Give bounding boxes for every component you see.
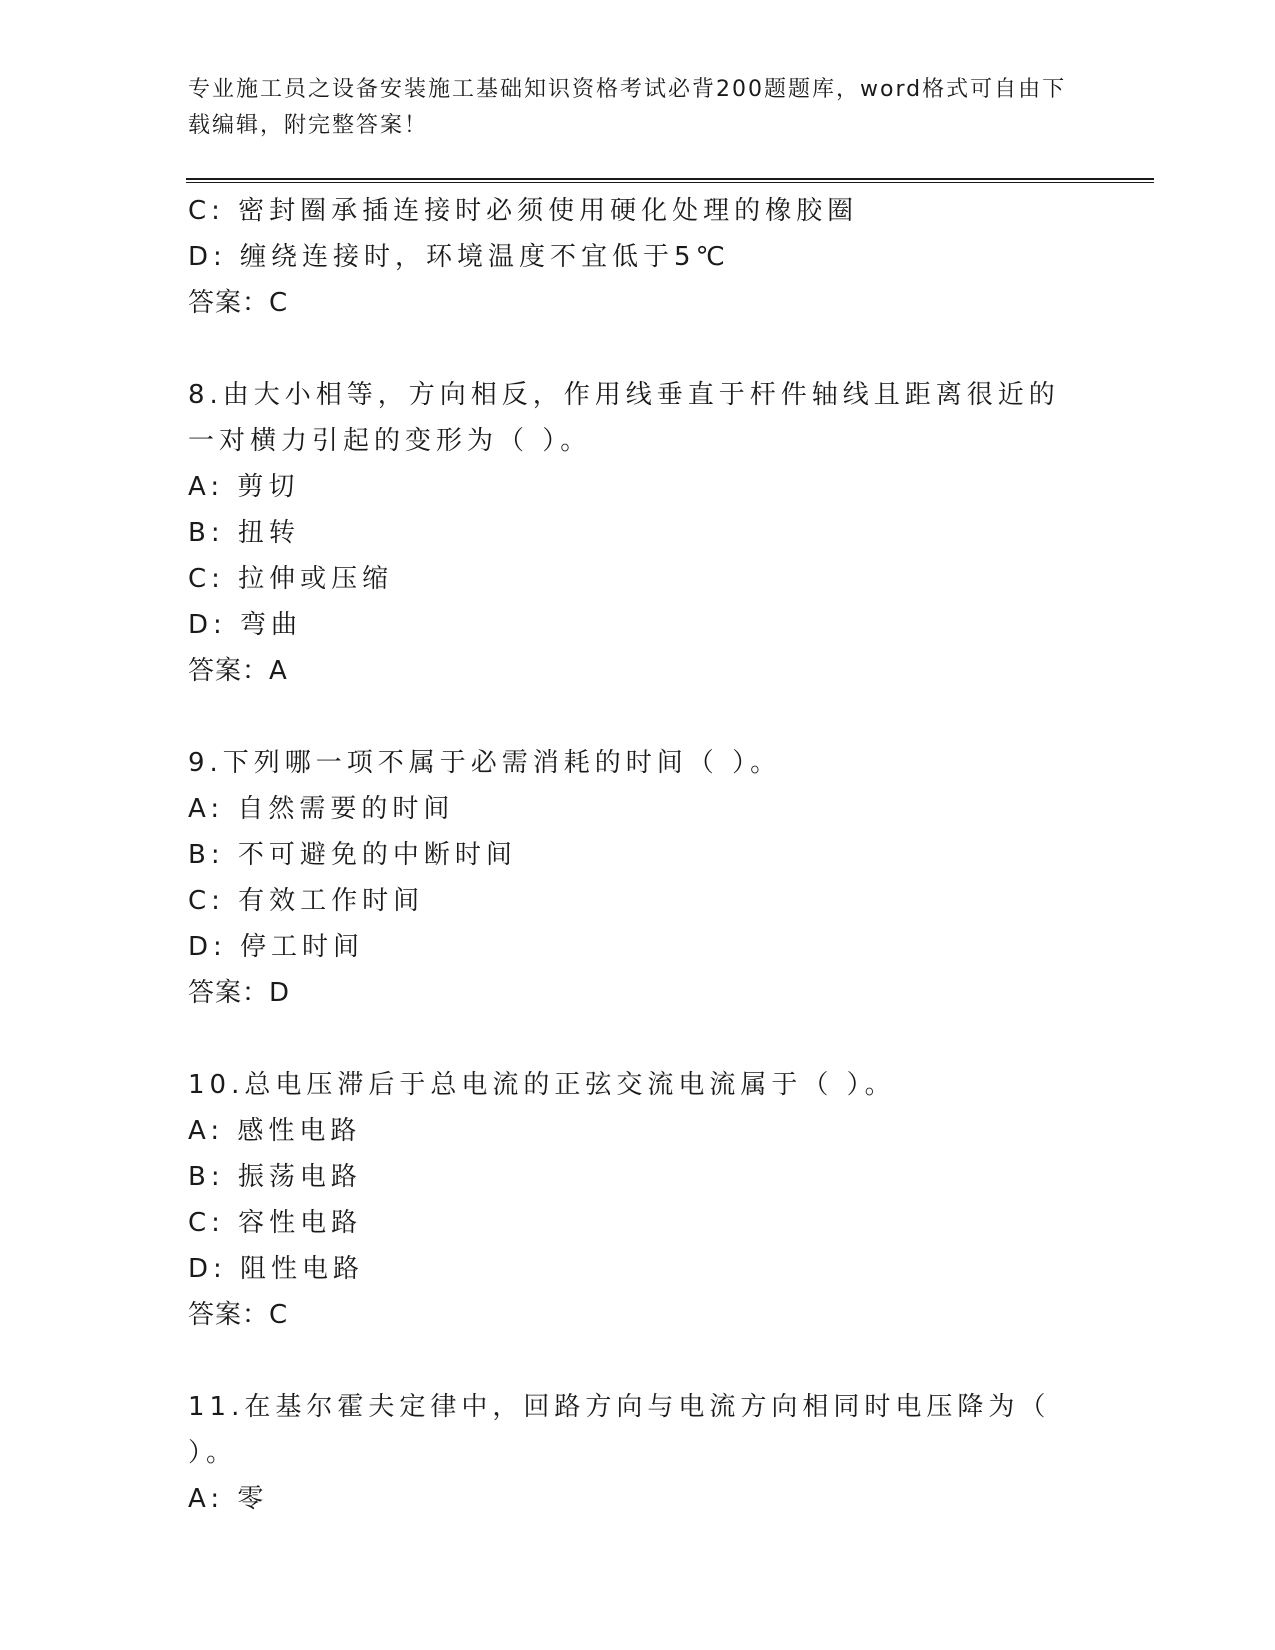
option-a: A: 感性电路	[188, 1116, 362, 1146]
answer-line: 答案：C	[188, 1300, 289, 1330]
option-d: D: 弯曲	[188, 610, 303, 640]
question-stem: 10.总电压滞后于总电流的正弦交流电流属于（ ）。	[188, 1070, 896, 1100]
question-fragment	[188, 188, 1088, 326]
option-d: D: 阻性电路	[188, 1254, 365, 1284]
question-spacer	[188, 1338, 1088, 1384]
question-spacer	[188, 326, 1088, 372]
option-b: B: 振荡电路	[188, 1162, 362, 1192]
option-b: B: 不可避免的中断时间	[188, 840, 517, 870]
answer-line: 答案：C	[188, 288, 289, 318]
question-stem: 9.下列哪一项不属于必需消耗的时间（ ）。	[188, 748, 782, 778]
question-8	[188, 372, 1088, 694]
question-10	[188, 1062, 1088, 1338]
option-d: D: 缠绕连接时，环境温度不宜低于5℃	[188, 242, 730, 272]
option-c: C: 有效工作时间	[188, 886, 425, 916]
option-a: A: 自然需要的时间	[188, 794, 455, 824]
option-c: C: 拉伸或压缩	[188, 564, 394, 594]
question-spacer	[188, 694, 1088, 740]
option-b: B: 扭转	[188, 518, 300, 548]
question-list	[188, 188, 1088, 1522]
option-a: A: 零	[188, 1484, 269, 1514]
option-a: A: 剪切	[188, 472, 300, 502]
question-9	[188, 740, 1088, 1016]
header-divider	[186, 178, 1154, 183]
answer-line: 答案：A	[188, 656, 288, 686]
option-c: C: 容性电路	[188, 1208, 363, 1238]
question-11	[188, 1384, 1088, 1522]
option-d: D: 停工时间	[188, 932, 365, 962]
answer-line: 答案：D	[188, 978, 291, 1008]
document-header: 专业施工员之设备安装施工基础知识资格考试必背200题题库，word格式可自由下载编辑，附完整答案！	[188, 77, 1067, 138]
question-stem: 11.在基尔霍夫定律中，回路方向与电流方向相同时电压降为（ ）。	[188, 1392, 1064, 1468]
question-spacer	[188, 1016, 1088, 1062]
question-stem: 8.由大小相等，方向相反，作用线垂直于杆件轴线且距离很近的一对横力引起的变形为（ ）。	[188, 380, 1060, 456]
option-c: C: 密封圈承插连接时必须使用硬化处理的橡胶圈	[188, 196, 859, 226]
